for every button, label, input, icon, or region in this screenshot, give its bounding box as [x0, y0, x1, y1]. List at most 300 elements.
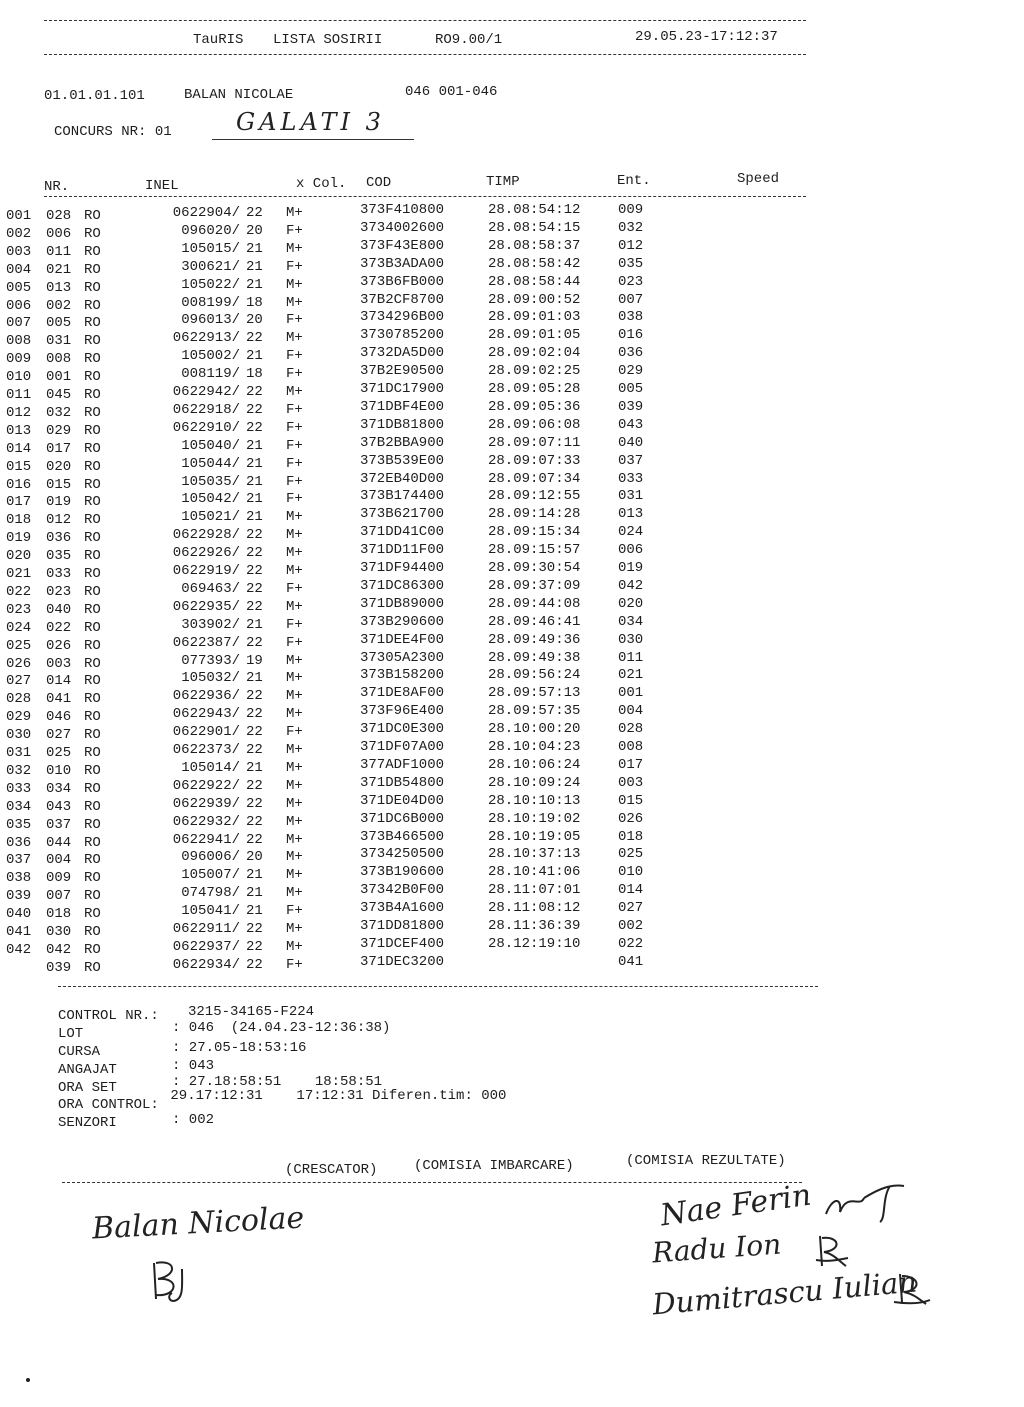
row-ring: 105035/ — [181, 473, 240, 490]
row-arrival-time: 28.09:02:04 — [488, 345, 581, 362]
row-nr: 005 — [46, 315, 72, 332]
row-arrival-time: 28.09:56:24 — [488, 667, 581, 684]
row-nr: 033 — [46, 566, 72, 582]
row-entry: 014 — [618, 882, 644, 899]
row-arrival-time: 28.09:15:34 — [488, 524, 581, 541]
row-entry: 036 — [618, 345, 644, 362]
row-year: 21 — [246, 437, 263, 454]
row-year: 22 — [246, 724, 263, 741]
row-sex: M+ — [286, 652, 303, 669]
row-sex: M+ — [286, 921, 303, 937]
row-arrival-time: 28.09:37:09 — [488, 577, 581, 594]
row-year: 21 — [246, 473, 263, 490]
arrivals-table — [0, 202, 820, 988]
row-nr: 026 — [46, 637, 72, 654]
control-nr-value: 3215-34165-F224 — [188, 1004, 315, 1020]
row-index: 033 — [6, 780, 32, 797]
row-chip-code: 373B174400 — [360, 488, 445, 505]
row-ring: 105032/ — [181, 670, 240, 687]
row-sex: M+ — [286, 742, 303, 758]
lot-value: : 046 (24.04.23-12:36:38) — [172, 1020, 391, 1036]
row-index: 012 — [6, 404, 32, 421]
row-nr: 045 — [46, 387, 72, 403]
row-chip-code: 371DCEF400 — [360, 935, 445, 952]
row-ring: 303902/ — [181, 616, 240, 633]
row-sex: M+ — [286, 849, 303, 866]
row-chip-code: 371DF94400 — [360, 560, 445, 576]
row-ring: 0622918/ — [172, 401, 240, 418]
row-chip-code: 372EB40D00 — [360, 470, 445, 487]
signature-label-comisia-imbarcare: (COMISIA IMBARCARE) — [414, 1158, 574, 1174]
row-year: 21 — [246, 455, 263, 472]
row-entry: 033 — [618, 470, 644, 487]
fancier-birds: 046 001-046 — [405, 84, 498, 100]
row-sex: F+ — [286, 348, 303, 365]
signature-rezultate-2: Radu Ion — [651, 1227, 783, 1270]
row-ring: 300621/ — [181, 258, 240, 275]
signature-rezultate-3-mark — [890, 1270, 934, 1315]
row-sex: M+ — [286, 938, 303, 955]
row-arrival-time: 28.10:19:02 — [488, 810, 581, 827]
row-chip-code: 373B4A1600 — [360, 900, 445, 917]
ora-set-value: : 27.18:58:51 18:58:51 — [172, 1074, 383, 1090]
row-index: 030 — [6, 727, 32, 744]
row-arrival-time: 28.09:46:41 — [488, 613, 581, 630]
row-sex: F+ — [286, 437, 303, 454]
row-arrival-time: 28.09:30:54 — [488, 560, 581, 576]
col-header-cod: COD — [366, 175, 392, 191]
row-year: 21 — [246, 276, 263, 293]
row-country: RO — [84, 315, 101, 332]
row-country: RO — [84, 762, 101, 779]
row-nr: 009 — [46, 870, 72, 887]
row-sex: M+ — [286, 670, 303, 687]
row-index: 028 — [6, 691, 32, 708]
row-chip-code: 371DD11F00 — [360, 542, 445, 559]
row-country: RO — [84, 512, 101, 529]
row-sex: M+ — [286, 545, 303, 562]
row-arrival-time: 28.08:58:37 — [488, 237, 581, 254]
row-chip-code: 371DC0E300 — [360, 721, 445, 738]
row-country: RO — [84, 387, 101, 403]
row-chip-code: 371DC86300 — [360, 577, 445, 594]
fancier-code: 01.01.01.101 — [44, 88, 145, 104]
cursa-label: CURSA — [58, 1044, 101, 1060]
row-year: 22 — [246, 777, 263, 794]
row-sex: F+ — [286, 222, 303, 239]
row-ring: 0622942/ — [172, 384, 240, 400]
row-sex: F+ — [286, 401, 303, 418]
row-country: RO — [84, 476, 101, 493]
row-country: RO — [84, 852, 101, 869]
row-entry: 016 — [618, 327, 644, 344]
row-sex: F+ — [286, 455, 303, 472]
row-index: 011 — [6, 387, 32, 403]
control-nr-label: CONTROL NR.: — [58, 1008, 159, 1024]
row-chip-code: 3734250500 — [360, 846, 445, 863]
row-index: 042 — [6, 941, 32, 958]
row-ring: 0622901/ — [172, 724, 240, 741]
row-nr: 034 — [46, 780, 72, 797]
row-index: 022 — [6, 583, 32, 600]
row-nr: 030 — [46, 924, 72, 940]
row-arrival-time: 28.09:15:57 — [488, 542, 581, 559]
row-index: 003 — [6, 243, 32, 260]
row-country: RO — [84, 583, 101, 600]
row-index: 014 — [6, 440, 32, 457]
row-country: RO — [84, 208, 101, 224]
row-ring: 0622936/ — [172, 688, 240, 705]
row-country: RO — [84, 225, 101, 242]
row-ring: 105014/ — [181, 759, 240, 776]
row-country: RO — [84, 673, 101, 690]
angajat-value: : 043 — [172, 1058, 215, 1074]
row-sex: F+ — [286, 491, 303, 508]
row-entry: 013 — [618, 506, 644, 523]
row-chip-code: 373F43E800 — [360, 237, 445, 254]
row-year: 19 — [246, 652, 263, 669]
row-index: 004 — [6, 261, 32, 278]
row-sex: M+ — [286, 330, 303, 347]
signature-rezultate-1: Nae Ferin — [658, 1177, 814, 1234]
row-ring: 0622911/ — [172, 921, 240, 937]
row-sex: M+ — [286, 276, 303, 293]
row-entry: 039 — [618, 398, 644, 415]
row-index: 029 — [6, 709, 32, 726]
row-nr: 018 — [46, 906, 72, 923]
row-arrival-time: 28.09:05:36 — [488, 398, 581, 415]
row-year: 22 — [246, 384, 263, 400]
row-arrival-time: 28.08:58:42 — [488, 255, 581, 272]
row-index: 017 — [6, 494, 32, 511]
row-chip-code: 373B6FB000 — [360, 273, 445, 290]
row-country: RO — [84, 422, 101, 439]
row-year: 21 — [246, 867, 263, 884]
row-country: RO — [84, 566, 101, 582]
row-chip-code: 371DB54800 — [360, 774, 445, 791]
row-year: 20 — [246, 312, 263, 329]
row-nr: 031 — [46, 333, 72, 350]
row-nr: 040 — [46, 601, 72, 618]
row-country: RO — [84, 888, 101, 905]
row-nr: 043 — [46, 798, 72, 815]
row-entry: 040 — [618, 434, 644, 451]
table-bottom-divider — [58, 986, 818, 987]
row-nr: 039 — [46, 959, 72, 976]
signature-divider — [62, 1182, 802, 1183]
row-country: RO — [84, 351, 101, 368]
row-chip-code: 3734296B00 — [360, 309, 445, 326]
row-country: RO — [84, 279, 101, 296]
row-entry: 026 — [618, 810, 644, 827]
row-entry: 005 — [618, 381, 644, 397]
row-ring: 0622934/ — [172, 956, 240, 973]
row-sex: F+ — [286, 903, 303, 920]
row-chip-code: 373B290600 — [360, 613, 445, 630]
row-entry: 028 — [618, 721, 644, 738]
row-nr: 032 — [46, 404, 72, 421]
row-nr: 025 — [46, 745, 72, 761]
row-arrival-time: 28.11:07:01 — [488, 882, 581, 899]
row-year: 22 — [246, 921, 263, 937]
row-arrival-time: 28.08:54:12 — [488, 202, 581, 218]
row-country: RO — [84, 834, 101, 851]
row-nr: 004 — [46, 852, 72, 869]
row-chip-code: 373B539E00 — [360, 452, 445, 469]
row-year: 22 — [246, 706, 263, 723]
row-year: 20 — [246, 849, 263, 866]
row-entry: 042 — [618, 577, 644, 594]
row-country: RO — [84, 530, 101, 547]
row-country: RO — [84, 780, 101, 797]
row-sex: F+ — [286, 473, 303, 490]
row-nr: 027 — [46, 727, 72, 744]
row-arrival-time: 28.09:14:28 — [488, 506, 581, 523]
row-ring: 0622935/ — [172, 598, 240, 615]
row-sex: M+ — [286, 795, 303, 812]
row-sex: F+ — [286, 312, 303, 329]
row-chip-code: 371DBF4E00 — [360, 398, 445, 415]
row-entry: 023 — [618, 273, 644, 290]
row-year: 22 — [246, 330, 263, 347]
row-ring: 0622926/ — [172, 545, 240, 562]
row-index: 021 — [6, 566, 32, 582]
row-year: 18 — [246, 366, 263, 383]
row-arrival-time: 28.09:07:11 — [488, 434, 581, 451]
row-entry: 004 — [618, 703, 644, 720]
row-entry: 025 — [618, 846, 644, 863]
row-arrival-time: 28.09:01:05 — [488, 327, 581, 344]
row-arrival-time: 28.10:09:24 — [488, 774, 581, 791]
row-chip-code: 371DB89000 — [360, 595, 445, 612]
row-country: RO — [84, 941, 101, 958]
row-year: 22 — [246, 634, 263, 651]
row-sex: M+ — [286, 598, 303, 615]
row-nr: 013 — [46, 279, 72, 296]
row-nr: 020 — [46, 458, 72, 475]
row-chip-code: 37B2CF8700 — [360, 291, 445, 308]
row-chip-code: 3732DA5D00 — [360, 345, 445, 362]
row-arrival-time: 28.08:54:15 — [488, 219, 581, 236]
cursa-value: : 27.05-18:53:16 — [172, 1040, 307, 1056]
row-index: 006 — [6, 297, 32, 314]
row-nr: 015 — [46, 476, 72, 493]
row-sex: M+ — [286, 831, 303, 848]
ora-set-label: ORA SET — [58, 1080, 117, 1096]
row-nr: 010 — [46, 762, 72, 779]
row-entry: 021 — [618, 667, 644, 684]
header-title: LISTA SOSIRII — [273, 32, 383, 48]
row-nr: 019 — [46, 494, 72, 511]
row-index: 019 — [6, 530, 32, 547]
row-ring: 0622910/ — [172, 419, 240, 436]
row-chip-code: 371DB81800 — [360, 416, 445, 433]
row-chip-code: 371DEC3200 — [360, 953, 445, 970]
row-nr: 023 — [46, 583, 72, 600]
row-nr: 008 — [46, 351, 72, 368]
row-sex: F+ — [286, 634, 303, 651]
row-ring: 0622928/ — [172, 527, 240, 544]
row-ring: 105015/ — [181, 240, 240, 257]
row-ring: 0622932/ — [172, 813, 240, 830]
row-index: 010 — [6, 369, 32, 386]
row-index: 035 — [6, 816, 32, 833]
row-arrival-time: 28.09:07:33 — [488, 452, 581, 469]
lot-label: LOT — [58, 1026, 84, 1042]
row-ring: 0622922/ — [172, 777, 240, 794]
row-entry: 010 — [618, 864, 644, 881]
row-country: RO — [84, 369, 101, 386]
row-country: RO — [84, 297, 101, 314]
row-chip-code: 3730785200 — [360, 327, 445, 344]
row-arrival-time: 28.09:01:03 — [488, 309, 581, 326]
header-divider — [44, 54, 806, 55]
row-year: 22 — [246, 813, 263, 830]
ora-control-value: 29.17:12:31 17:12:31 Diferen.tim: 000 — [162, 1088, 507, 1104]
row-sex: M+ — [286, 688, 303, 705]
row-entry: 006 — [618, 542, 644, 559]
row-entry: 007 — [618, 291, 644, 308]
row-entry: 011 — [618, 649, 644, 666]
row-country: RO — [84, 727, 101, 744]
row-index: 015 — [6, 458, 32, 475]
row-entry: 030 — [618, 631, 644, 648]
row-year: 22 — [246, 688, 263, 705]
row-nr: 021 — [46, 261, 72, 278]
row-country: RO — [84, 243, 101, 260]
col-header-inel: INEL — [145, 178, 179, 194]
row-chip-code: 373B3ADA00 — [360, 255, 445, 272]
table-row — [0, 953, 820, 978]
row-country: RO — [84, 906, 101, 923]
row-chip-code: 373F96E400 — [360, 703, 445, 720]
row-country: RO — [84, 924, 101, 940]
row-year: 21 — [246, 759, 263, 776]
row-ring: 105042/ — [181, 491, 240, 508]
row-ring: 008119/ — [181, 366, 240, 383]
row-nr: 017 — [46, 440, 72, 457]
row-index: 024 — [6, 619, 32, 636]
row-index: 025 — [6, 637, 32, 654]
row-entry: 001 — [618, 685, 644, 702]
row-ring: 0622373/ — [172, 742, 240, 758]
row-entry: 029 — [618, 363, 644, 380]
row-arrival-time: 28.10:10:13 — [488, 792, 581, 809]
row-ring: 0622939/ — [172, 795, 240, 812]
row-ring: 0622387/ — [172, 634, 240, 651]
row-entry: 031 — [618, 488, 644, 505]
row-index: 039 — [6, 888, 32, 905]
row-sex: M+ — [286, 384, 303, 400]
row-entry: 041 — [618, 953, 644, 970]
row-year: 21 — [246, 258, 263, 275]
senzori-label: SENZORI — [58, 1115, 117, 1131]
row-index: 036 — [6, 834, 32, 851]
row-country: RO — [84, 440, 101, 457]
fancier-name: BALAN NICOLAE — [184, 87, 294, 103]
row-arrival-time: 28.10:06:24 — [488, 756, 581, 773]
row-chip-code: 371DEE4F00 — [360, 631, 445, 648]
row-year: 22 — [246, 742, 263, 758]
row-chip-code: 371DF07A00 — [360, 739, 445, 755]
row-ring: 008199/ — [181, 294, 240, 311]
row-sex: F+ — [286, 366, 303, 383]
header-version: RO9.00/1 — [435, 32, 503, 48]
row-year: 21 — [246, 670, 263, 687]
row-entry: 019 — [618, 560, 644, 576]
row-index: 041 — [6, 924, 32, 940]
row-nr: 036 — [46, 530, 72, 547]
row-chip-code: 371DC17900 — [360, 381, 445, 397]
row-year: 18 — [246, 294, 263, 311]
row-year: 21 — [246, 348, 263, 365]
row-chip-code: 371DC6B000 — [360, 810, 445, 827]
row-index: 005 — [6, 279, 32, 296]
row-index: 008 — [6, 333, 32, 350]
row-nr: 006 — [46, 225, 72, 242]
row-sex: M+ — [286, 563, 303, 579]
row-index: 020 — [6, 548, 32, 565]
col-header-nr: NR. — [44, 179, 70, 195]
row-arrival-time: 28.09:05:28 — [488, 381, 581, 397]
scan-speck — [26, 1378, 30, 1382]
row-country: RO — [84, 709, 101, 726]
row-chip-code: 371DD41C00 — [360, 524, 445, 541]
row-index: 040 — [6, 906, 32, 923]
row-ring: 0622919/ — [172, 563, 240, 579]
row-entry: 020 — [618, 595, 644, 612]
row-sex: M+ — [286, 205, 303, 221]
row-chip-code: 373B466500 — [360, 828, 445, 845]
row-chip-code: 371DE04D00 — [360, 792, 445, 809]
row-ring: 105021/ — [181, 509, 240, 526]
row-ring: 105041/ — [181, 903, 240, 920]
row-chip-code: 371DD81800 — [360, 918, 445, 934]
row-country: RO — [84, 959, 101, 976]
row-year: 22 — [246, 956, 263, 973]
row-chip-code: 37B2E90500 — [360, 363, 445, 380]
row-ring: 0622943/ — [172, 706, 240, 723]
row-index: 007 — [6, 315, 32, 332]
row-ring: 096013/ — [181, 312, 240, 329]
signature-rezultate-3: Dumitrascu Iulian — [651, 1264, 919, 1322]
row-chip-code: 373F410800 — [360, 202, 445, 218]
row-entry: 017 — [618, 756, 644, 773]
row-entry: 024 — [618, 524, 644, 541]
row-year: 22 — [246, 563, 263, 579]
row-sex: M+ — [286, 759, 303, 776]
row-nr: 037 — [46, 816, 72, 833]
col-header-timp: TIMP — [486, 174, 520, 190]
row-index: 016 — [6, 476, 32, 493]
row-nr: 003 — [46, 655, 72, 672]
row-ring: 069463/ — [181, 580, 240, 597]
row-country: RO — [84, 655, 101, 672]
signature-rezultate-1-mark — [820, 1178, 910, 1233]
row-arrival-time: 28.09:02:25 — [488, 363, 581, 380]
row-ring: 0622941/ — [172, 831, 240, 848]
row-entry: 034 — [618, 613, 644, 630]
contest-underline — [212, 139, 414, 140]
row-arrival-time: 28.11:08:12 — [488, 900, 581, 917]
row-ring: 105022/ — [181, 276, 240, 293]
row-year: 22 — [246, 580, 263, 597]
row-index: 031 — [6, 745, 32, 761]
row-nr: 028 — [46, 208, 72, 224]
row-ring: 0622904/ — [172, 205, 240, 221]
row-country: RO — [84, 404, 101, 421]
row-sex: M+ — [286, 885, 303, 902]
